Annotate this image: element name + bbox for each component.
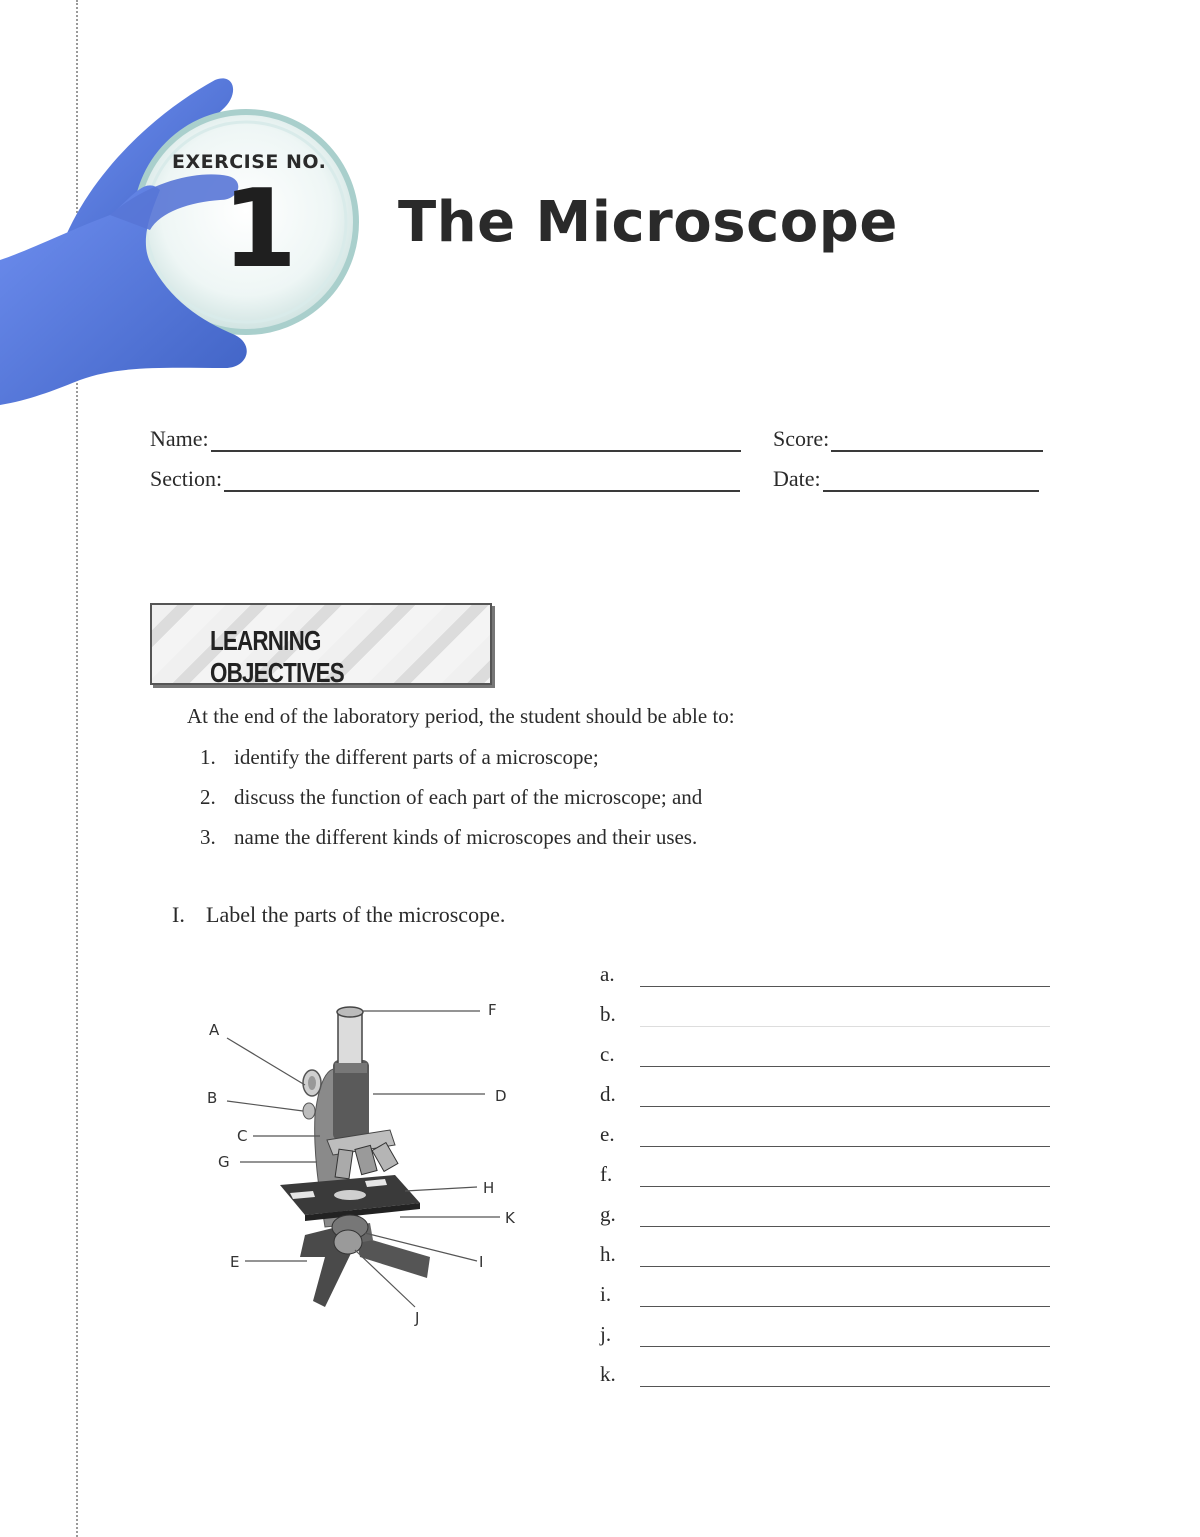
- learning-objectives-title: LEARNING OBJECTIVES: [210, 625, 344, 688]
- answer-line[interactable]: [640, 1330, 1050, 1347]
- name-line[interactable]: [211, 430, 741, 452]
- answer-row[interactable]: [600, 962, 1050, 987]
- score-line[interactable]: [831, 430, 1043, 452]
- score-field[interactable]: [773, 426, 1043, 452]
- answer-row[interactable]: [600, 1282, 1050, 1307]
- answer-letter: b.: [600, 1002, 616, 1026]
- answer-line[interactable]: [640, 1210, 1050, 1227]
- objective-item: [200, 745, 599, 770]
- diagram-label-f: F: [488, 1001, 497, 1019]
- microscope-illustration: [280, 1007, 430, 1307]
- exercise-number: 1: [222, 167, 298, 292]
- section-heading: [172, 902, 505, 928]
- answer-row[interactable]: [600, 1082, 1050, 1107]
- answer-line[interactable]: [640, 1250, 1050, 1267]
- diagram-label-a: A: [209, 1021, 220, 1039]
- answer-line[interactable]: [640, 1010, 1050, 1027]
- answer-line[interactable]: [640, 1090, 1050, 1107]
- answer-letter: c.: [600, 1042, 615, 1066]
- learning-objectives-banner: [150, 603, 492, 688]
- diagram-label-b: B: [207, 1089, 218, 1107]
- objective-item: [200, 825, 697, 850]
- exercise-label: EXERCISE NO.: [172, 151, 327, 173]
- score-label: Score:: [773, 426, 830, 451]
- diagram-label-j: J: [415, 1309, 420, 1327]
- date-line[interactable]: [823, 470, 1039, 492]
- date-label: Date:: [773, 466, 821, 491]
- answer-row[interactable]: [600, 1362, 1050, 1387]
- answer-row[interactable]: [600, 1202, 1050, 1227]
- answer-letter: e.: [600, 1122, 615, 1146]
- section-heading-text: Label the parts of the microscope.: [206, 902, 506, 927]
- objectives-intro: At the end of the laboratory period, the student should be able to:: [187, 704, 735, 728]
- answer-line[interactable]: [640, 1050, 1050, 1067]
- microscope-diagram: [195, 995, 540, 1335]
- answer-letter: d.: [600, 1082, 616, 1106]
- objective-item: [200, 785, 702, 810]
- objective-number: 3.: [200, 825, 216, 849]
- diagram-label-h: H: [483, 1179, 495, 1197]
- section-label: Section:: [150, 466, 223, 491]
- objective-text: name the different kinds of microscopes and their uses.: [234, 825, 698, 849]
- diagram-label-c: C: [237, 1127, 248, 1145]
- name-field[interactable]: [150, 426, 741, 452]
- section-number: I.: [172, 902, 185, 927]
- answer-row[interactable]: [600, 1042, 1050, 1067]
- answer-letter: j.: [600, 1322, 612, 1346]
- answer-row[interactable]: [600, 1002, 1050, 1027]
- page-title: The Microscope: [398, 190, 898, 255]
- objective-number: 2.: [200, 785, 216, 809]
- diagram-label-d: D: [495, 1087, 507, 1105]
- diagram-label-e: E: [230, 1253, 240, 1271]
- answer-letter: k.: [600, 1362, 616, 1386]
- section-line[interactable]: [224, 470, 740, 492]
- diagram-label-k: K: [505, 1209, 515, 1227]
- answer-row[interactable]: [600, 1322, 1050, 1347]
- objective-text: discuss the function of each part of the microscope; and: [234, 785, 703, 809]
- diagram-label-g: G: [218, 1153, 230, 1171]
- answer-line[interactable]: [640, 970, 1050, 987]
- answer-letter: h.: [600, 1242, 616, 1266]
- answer-line[interactable]: [640, 1170, 1050, 1187]
- answer-line[interactable]: [640, 1370, 1050, 1387]
- section-field[interactable]: [150, 466, 740, 492]
- gloved-hand-petri-dish-illustration: [0, 60, 380, 420]
- answer-line[interactable]: [640, 1290, 1050, 1307]
- diagram-label-i: I: [479, 1253, 484, 1271]
- answer-letter: f.: [600, 1162, 613, 1186]
- name-label: Name:: [150, 426, 209, 451]
- answer-letter: a.: [600, 962, 615, 986]
- objective-text: identify the different parts of a microscope;: [234, 745, 599, 769]
- answer-row[interactable]: [600, 1242, 1050, 1267]
- answer-letter: g.: [600, 1202, 616, 1226]
- objective-number: 1.: [200, 745, 216, 769]
- answer-line[interactable]: [640, 1130, 1050, 1147]
- answer-letter: i.: [600, 1282, 612, 1306]
- answer-row[interactable]: [600, 1122, 1050, 1147]
- answer-row[interactable]: [600, 1162, 1050, 1187]
- date-field[interactable]: [773, 466, 1039, 492]
